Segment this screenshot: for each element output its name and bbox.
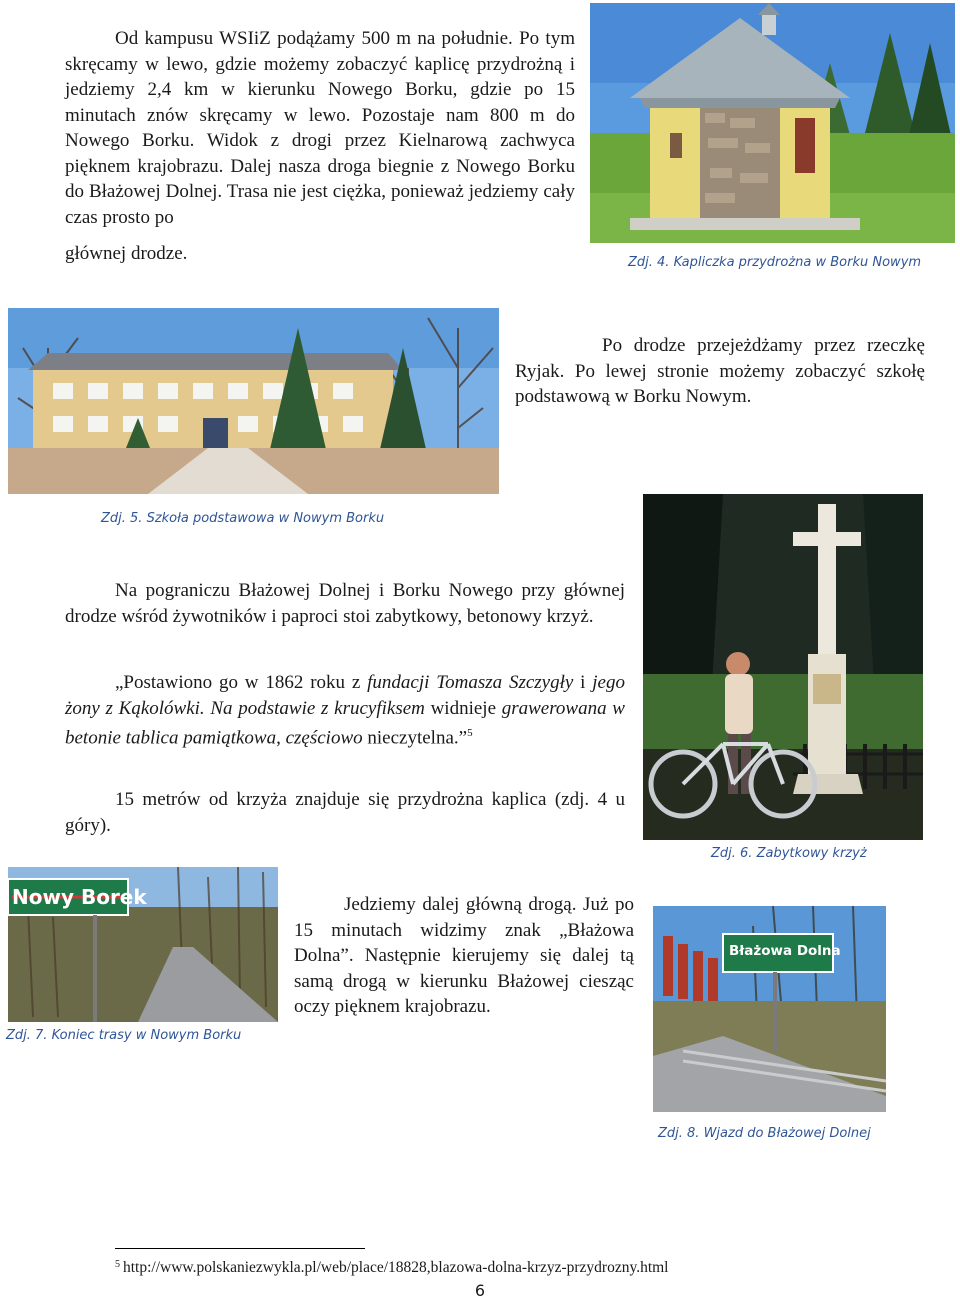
page-number: 6 bbox=[474, 1281, 486, 1300]
cross-photo bbox=[643, 494, 923, 840]
drive-on-text: Jedziemy dalej główną drogą. Już po 15 minutach widzimy znak „Błażowa Dolna”. Następnie kierujemy się dalej tą samą drogą w kierunku Błażowej ciesząc oczy pięknem krajobrazu. bbox=[294, 894, 634, 1017]
school-paragraph bbox=[515, 333, 925, 410]
quote-italic-2: jego żony z Kąkolówki. Na podstawie z krucyfiksem bbox=[65, 672, 625, 719]
quote-text-2: i bbox=[573, 672, 593, 693]
chapel-distance-text: 15 metrów od krzyża znajduje się przydrożna kaplica (zdj. 4 u góry). bbox=[65, 789, 625, 836]
quote-text-4: nieczytelna.” bbox=[362, 727, 468, 749]
caption-photo-6: Zdj. 6. Zabytkowy krzyż bbox=[711, 846, 867, 861]
nowy-borek-sign-text: Nowy Borek bbox=[12, 885, 147, 909]
chapel-distance-paragraph bbox=[65, 787, 625, 838]
quote-text-3: widnieje bbox=[424, 697, 502, 719]
intro-text-end: głównej drodze. bbox=[65, 243, 188, 264]
footnote-link[interactable]: http://www.polskaniezwykla.pl/web/place/18828,blazowa-dolna-krzyz-przydrozny.html bbox=[123, 1259, 669, 1276]
school-text: Po drodze przejeżdżamy przez rzeczkę Ryjak. Po lewej stronie możemy zobaczyć szkołę podstawową w Borku Nowym. bbox=[515, 335, 925, 407]
cross-paragraph bbox=[65, 578, 625, 629]
quote-paragraph bbox=[65, 670, 625, 751]
footnote-reference: 5 bbox=[467, 727, 473, 739]
quote-italic-3: grawerowana w betonie tablica pamiątkowa, częściowo bbox=[65, 697, 625, 749]
cross-text: Na pograniczu Błażowej Dolnej i Borku Nowego przy głównej drodze wśród żywotników i paproci stoi zabytkowy, betonowy krzyż. bbox=[65, 580, 625, 627]
school-photo bbox=[8, 308, 499, 494]
chapel-photo bbox=[590, 3, 955, 243]
caption-photo-4: Zdj. 4. Kapliczka przydrożna w Borku Nowym bbox=[628, 255, 922, 270]
intro-paragraph bbox=[65, 26, 575, 267]
footnote-rule bbox=[115, 1248, 365, 1249]
quote-italic-1: fundacji Tomasza Szczygły bbox=[367, 672, 574, 693]
caption-photo-7: Zdj. 7. Koniec trasy w Nowym Borku bbox=[6, 1028, 242, 1043]
blazowa-dolna-photo bbox=[653, 906, 886, 1112]
caption-photo-8: Zdj. 8. Wjazd do Błażowej Dolnej bbox=[658, 1126, 871, 1141]
quote-text-1: „Postawiono go w 1862 roku z bbox=[115, 672, 368, 693]
drive-on-paragraph bbox=[294, 892, 634, 1020]
footnote-number: 5 bbox=[115, 1259, 120, 1270]
footnote bbox=[115, 1259, 669, 1277]
caption-photo-5: Zdj. 5. Szkoła podstawowa w Nowym Borku bbox=[101, 511, 385, 526]
intro-text: Od kampusu WSIiZ podążamy 500 m na południe. Po tym skręcamy w lewo, gdzie możemy zobaczyć kaplicę przydrożną i jedziemy 2,4 km w kierunku Nowego Borku, gdzie po 15 minutach znów skręcamy w lewo. Pozostaje nam 800 m do Nowego Borku. Widok z drogi przez Kielnarową zachwyca pięknem krajobrazu. Dalej nasza droga biegnie z Nowego Borku do Błażowej Dolnej. Trasa nie jest ciężka, ponieważ jedziemy cały czas prosto po bbox=[65, 28, 575, 228]
nowy-borek-photo bbox=[8, 867, 278, 1022]
blazowa-dolna-sign-text: Błażowa Dolna bbox=[729, 943, 841, 959]
